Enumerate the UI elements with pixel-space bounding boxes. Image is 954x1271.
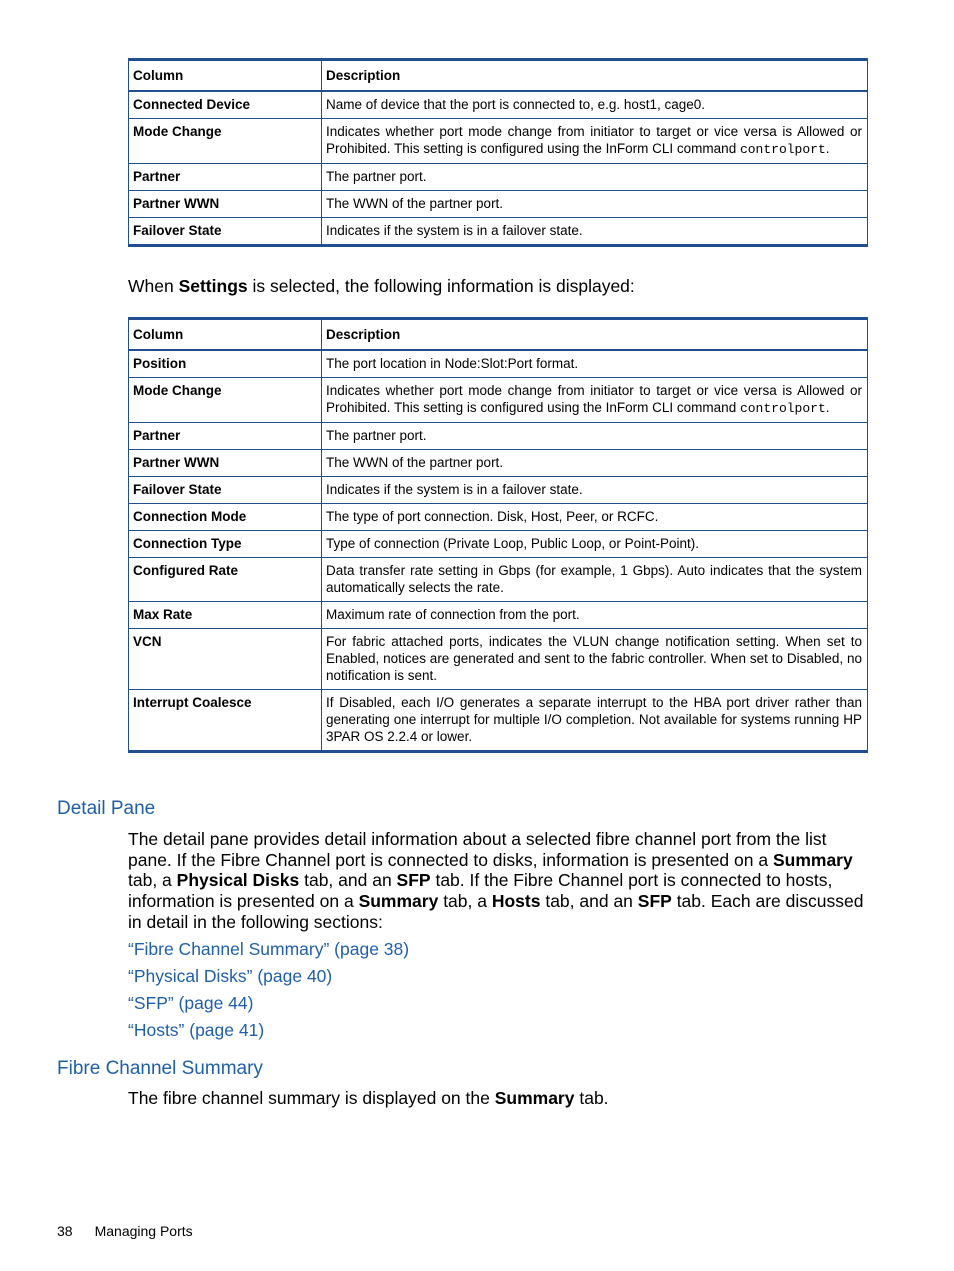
row-description: If Disabled, each I/O generates a separate interrupt to the HBA port driver rather than generating one interrupt for multiple I/O completion. Not available for systems running HP 3PAR OS 2.2.4 or lower.: [322, 690, 868, 752]
table-row: [129, 690, 868, 752]
para-text: tab, and an: [540, 891, 638, 912]
row-name: Configured Rate: [129, 558, 322, 602]
table-row: [129, 423, 868, 450]
link-fibre-channel-summary[interactable]: “Fibre Channel Summary” (page 38): [128, 939, 410, 959]
para-bold: SFP: [396, 870, 431, 891]
row-description: Indicates if the system is in a failover state.: [322, 218, 868, 246]
row-name: Connection Type: [129, 531, 322, 558]
row-description: Type of connection (Private Loop, Public Loop, or Point-Point).: [322, 531, 868, 558]
detail-pane-paragraph: [128, 829, 868, 933]
settings-columns-table: [128, 317, 868, 753]
row-description: Maximum rate of connection from the port.: [322, 602, 868, 629]
settings-intro: [128, 276, 868, 297]
row-name: Failover State: [129, 218, 322, 246]
desc-text: Indicates whether port mode change from initiator to target or vice versa is Allowed or Prohibited. This setting is configured using the InForm CLI command: [326, 383, 862, 415]
desc-text: Indicates whether port mode change from initiator to target or vice versa is Allowed or Prohibited. This setting is configured using the InForm CLI command: [326, 124, 862, 156]
intro-text: When: [128, 276, 179, 296]
table-row: [129, 119, 868, 164]
row-description: The WWN of the partner port.: [322, 191, 868, 218]
table-row: [129, 91, 868, 119]
row-name: Connected Device: [129, 91, 322, 119]
para-bold: SFP: [637, 891, 672, 912]
table-row: [129, 504, 868, 531]
table-row: [129, 218, 868, 246]
table-row: [129, 450, 868, 477]
desc-tail: .: [825, 141, 830, 156]
row-description: [322, 378, 868, 423]
table-header-row: [129, 319, 868, 351]
link-hosts[interactable]: “Hosts” (page 41): [128, 1020, 265, 1040]
row-name: Partner WWN: [129, 191, 322, 218]
row-description: The port location in Node:Slot:Port format.: [322, 350, 868, 378]
header-column: Column: [129, 60, 322, 92]
para-text: tab, a: [128, 870, 177, 891]
para-bold: Summary: [494, 1088, 575, 1108]
table-row: [129, 191, 868, 218]
table-header-row: [129, 60, 868, 92]
fc-summary-paragraph: [128, 1088, 868, 1109]
row-name: Partner: [129, 423, 322, 450]
para-text: tab, a: [438, 891, 492, 912]
link-physical-disks[interactable]: “Physical Disks” (page 40): [128, 966, 333, 986]
table-row: [129, 378, 868, 423]
row-description: For fabric attached ports, indicates the VLUN change notification setting. When set to Enabled, notices are generated and sent to the fabric controller. When set to Disabled, no notification is sent.: [322, 629, 868, 690]
para-text: tab. If the Fibre Channel port is connected to hosts, information is presented on a: [128, 870, 833, 912]
table-row: [129, 164, 868, 191]
table-row: [129, 350, 868, 378]
ports-columns-table: [128, 58, 868, 247]
row-name: Connection Mode: [129, 504, 322, 531]
footer-section: Managing Ports: [94, 1223, 193, 1239]
para-text: The detail pane provides detail information about a selected fibre channel port from the list pane. If the Fibre Channel port is connected to disks, information is presented on a: [128, 829, 827, 870]
header-description: Description: [322, 319, 868, 351]
row-description: The partner port.: [322, 164, 868, 191]
table-row: [129, 558, 868, 602]
table-row: [129, 629, 868, 690]
link-sfp[interactable]: “SFP” (page 44): [128, 993, 254, 1013]
row-name: Partner WWN: [129, 450, 322, 477]
row-name: Mode Change: [129, 378, 322, 423]
para-bold: Summary: [358, 891, 439, 912]
cli-command: controlport: [739, 142, 826, 157]
row-name: Max Rate: [129, 602, 322, 629]
para-text: tab. Each are discussed in detail in the following sections:: [128, 891, 864, 932]
row-name: VCN: [129, 629, 322, 690]
row-description: The type of port connection. Disk, Host, Peer, or RCFC.: [322, 504, 868, 531]
intro-text-end: is selected, the following information is displayed:: [247, 276, 635, 296]
para-bold: Hosts: [491, 891, 541, 912]
header-column: Column: [129, 319, 322, 351]
fc-summary-heading: Fibre Channel Summary: [57, 1058, 263, 1079]
page-footer: [57, 1223, 193, 1239]
row-description: The partner port.: [322, 423, 868, 450]
row-name: Failover State: [129, 477, 322, 504]
row-description: Indicates if the system is in a failover state.: [322, 477, 868, 504]
row-name: Partner: [129, 164, 322, 191]
header-description: Description: [322, 60, 868, 92]
para-text: The fibre channel summary is displayed on the: [128, 1088, 495, 1108]
row-description: Name of device that the port is connected to, e.g. host1, cage0.: [322, 91, 868, 119]
row-name: Mode Change: [129, 119, 322, 164]
row-description: The WWN of the partner port.: [322, 450, 868, 477]
para-bold: Physical Disks: [176, 870, 300, 891]
para-text: tab, and an: [299, 870, 397, 891]
table-row: [129, 477, 868, 504]
para-bold: Summary: [772, 849, 853, 870]
intro-bold: Settings: [178, 276, 248, 296]
table-row: [129, 531, 868, 558]
row-name: Position: [129, 350, 322, 378]
cli-command: controlport: [739, 401, 826, 416]
detail-pane-heading: Detail Pane: [57, 798, 156, 819]
table-row: [129, 602, 868, 629]
row-description: Data transfer rate setting in Gbps (for example, 1 Gbps). Auto indicates that the system automatically selects the rate.: [322, 558, 868, 602]
page-number: 38: [57, 1223, 73, 1239]
row-description: [322, 119, 868, 164]
desc-tail: .: [825, 400, 830, 415]
row-name: Interrupt Coalesce: [129, 690, 322, 752]
para-text-end: tab.: [574, 1088, 609, 1108]
